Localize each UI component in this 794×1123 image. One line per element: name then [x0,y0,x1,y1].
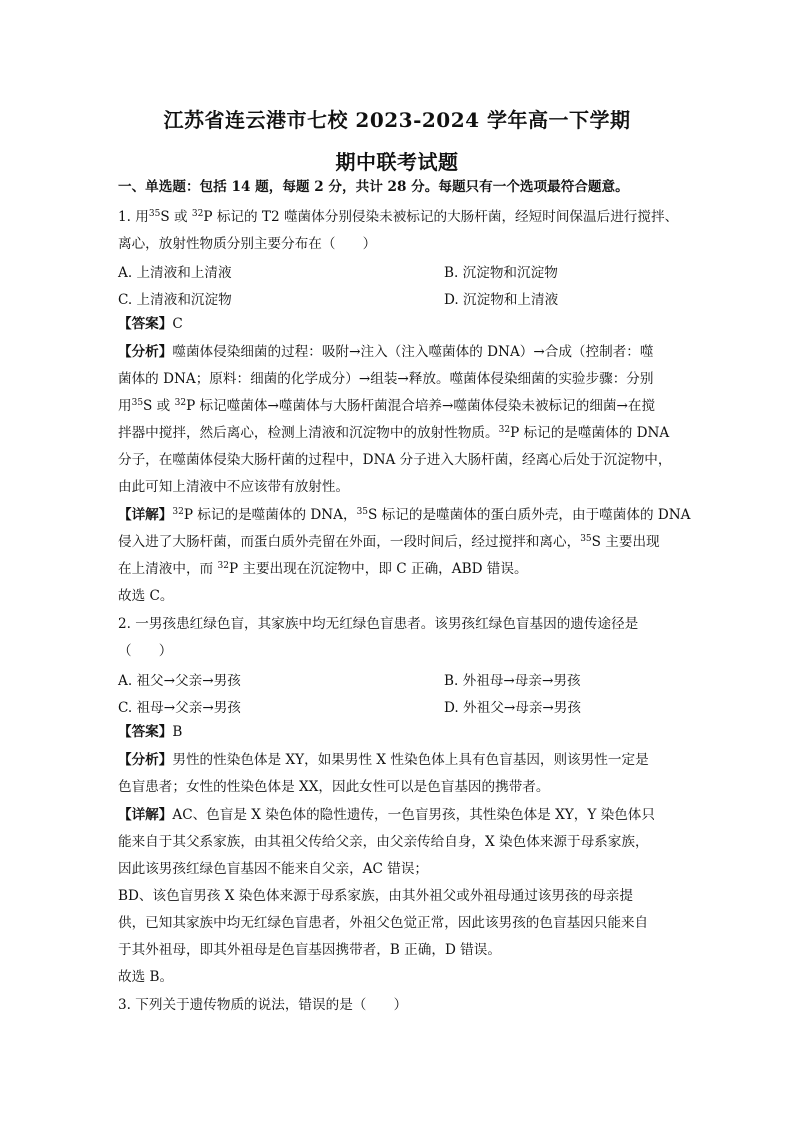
q1-analysis-line6: 由此可知上清液中不应该带有放射性。 [118,479,350,495]
q2-detail-line3: 因此该男孩红绿色盲基因不能来自父亲，AC 错误； [118,861,429,877]
q2-detail-line6: 于其外祖母，即其外祖母是色盲基因携带者，B 正确，D 错误。 [118,942,501,958]
q2-answer: 【答案】B [118,724,183,740]
q1-analysis-line5: 分子，在噬菌体侵染大肠杆菌的过程中，DNA 分子进入大肠杆菌，经离心后处于沉淀物中， [118,452,672,468]
q2-analysis-line1: 【分析】男性的性染色体是 XY，如果男性 X 性染色体上具有色盲基因，则该男性一定是 [118,752,649,768]
q2-stem-line2: （ ） [118,643,173,659]
q1-option-c: C. 上清液和沉淀物 [118,292,232,308]
q1-detail-line3: 在上清液中，而 $^{32}$P 主要出现在沉淀物中，即 C 正确，ABD 错误。 [118,561,528,577]
q1-conclusion: 故选 C。 [118,588,174,604]
q1-analysis-line3: 用$^{35}$S 或 $^{32}$P 标记噬菌体→噬菌体与大肠杆菌混合培养→噬菌体侵染未被标记的细菌→在搅 [118,398,656,414]
q1-stem-line2: 离心，放射性物质分别主要分布在（ ） [118,236,377,252]
q2-detail-line2: 能来自于其父系家族，由其祖父传给父亲，由父亲传给自身，X 染色体来源于母系家族， [118,834,649,850]
q2-analysis-line2: 色盲患者；女性的性染色体是 XX，因此女性可以是色盲基因的携带者。 [118,779,550,795]
document-title-line1: 江苏省连云港市七校 2023-2024 学年高一下学期 [163,108,631,132]
q2-detail-line1: 【详解】AC、色盲是 X 染色体的隐性遗传，一色盲男孩，其性染色体是 XY，Y 染色体只 [118,807,655,823]
q1-answer: 【答案】C [118,316,183,332]
q2-detail-line4: BD、该色盲男孩 X 染色体来源于母系家族，由其外祖父或外祖母通过该男孩的母亲提 [118,888,633,904]
q2-option-a: A. 祖父→父亲→男孩 [118,673,241,689]
q1-detail-line1: 【详解】$^{32}$P 标记的是噬菌体的 DNA，$^{35}$S 标记的是噬菌体的蛋白质外壳，由于噬菌体的 DNA [118,507,691,523]
q2-option-b: B. 外祖母→母亲→男孩 [444,673,581,689]
q1-stem-line1: 1. 用$^{35}$S 或 $^{32}$P 标记的 T2 噬菌体分别侵染未被标记的大肠杆菌，经短时间保温后进行搅拌、 [118,209,679,225]
q1-analysis-line2: 菌体的 DNA；原料：细菌的化学成分）→组装→释放。噬菌体侵染细菌的实验步骤：分别 [118,371,654,387]
q1-option-d: D. 沉淀物和上清液 [444,292,559,308]
q2-option-c: C. 祖母→父亲→男孩 [118,700,241,716]
q1-option-a: A. 上清液和上清液 [118,265,232,281]
q2-conclusion: 故选 B。 [118,969,174,985]
q2-stem-line1: 2. 一男孩患红绿色盲，其家族中均无红绿色盲患者。该男孩红绿色盲基因的遗传途径是 [118,616,639,632]
q1-detail-line2: 侵入进了大肠杆菌，而蛋白质外壳留在外面，一段时间后，经过搅拌和离心，$^{35}$S 主要出现 [118,534,660,550]
section-heading: 一、单选题：包括 14 题，每题 2 分，共计 28 分。每题只有一个选项最符合题意。 [118,179,629,195]
q3-stem-line1: 3. 下列关于遗传物质的说法，错误的是（ ） [118,997,408,1013]
q1-option-b: B. 沉淀物和沉淀物 [444,265,558,281]
document-title-line2: 期中联考试题 [335,150,459,174]
q2-detail-line5: 供，已知其家族中均无红绿色盲患者，外祖父色觉正常，因此该男孩的色盲基因只能来自 [118,915,649,931]
q1-analysis-line4: 拌器中搅拌，然后离心，检测上清液和沉淀物中的放射性物质。$^{32}$P 标记的是噬菌体的 DNA [118,425,670,441]
q2-option-d: D. 外祖父→母亲→男孩 [444,700,581,716]
q1-analysis-line1: 【分析】噬菌体侵染细菌的过程：吸附→注入（注入噬菌体的 DNA）→合成（控制者：噬 [118,344,654,360]
